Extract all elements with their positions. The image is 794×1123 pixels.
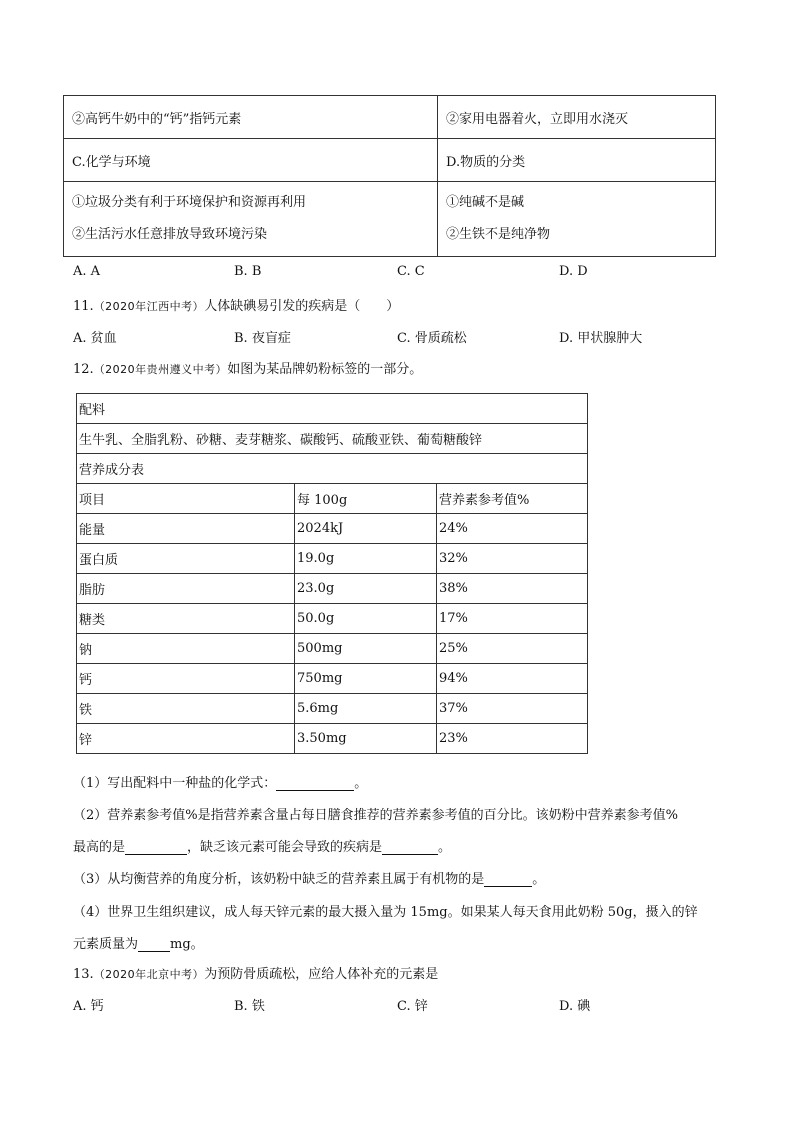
comparison-row [64,182,716,257]
comparison-row [64,139,716,182]
subquestion-text: （3）从均衡营养的角度分析，该奶粉中缺乏的营养素且属于有机物的是 [73,872,485,887]
question-source: （2020年北京中考） [93,968,205,981]
subquestion-text: 。 [532,872,546,887]
subquestion-4-line1: （4）世界卫生组织建议，成人每天锌元素的最大摄入量为 15mg。如果某人每天食用此奶粉 50g，摄入的锌 [73,905,698,920]
table-row [77,574,588,604]
subquestion-1 [73,772,367,791]
comparison-cell: ②家用电器着火，立即用水浇灭 [438,96,716,139]
table-cell: 750mg [295,664,437,694]
option-c[interactable]: C. 骨质疏松 [397,331,467,346]
table-cell: 37% [437,694,588,724]
question-12 [73,358,422,377]
comparison-cell [64,182,438,257]
table-row [77,604,588,634]
question-source: （2020年江西中考） [93,300,205,313]
table-row [77,394,588,424]
question-number: 12. [73,362,94,377]
table-row [77,544,588,574]
question-stem: 人体缺碘易引发的疾病是（ ） [204,299,400,314]
cell-line: ②生铁不是纯净物 [446,227,551,242]
subquestion-text: mg。 [170,937,204,952]
comparison-cell: C.化学与环境 [64,139,438,182]
table-cell: 5.6mg [295,694,437,724]
nutrition-title: 营养成分表 [77,454,588,484]
q13-options [73,995,723,1015]
table-cell: 铁 [77,694,295,724]
question-13 [73,963,438,982]
question-stem: 如图为某品牌奶粉标签的一部分。 [227,362,423,377]
option-d[interactable]: D. D [559,264,588,279]
subquestion-3 [73,868,545,887]
table-cell: 蛋白质 [77,544,295,574]
table-cell: 17% [437,604,588,634]
ingredients-title: 配料 [77,394,588,424]
table-cell: 2024kJ [295,514,437,544]
table-row [77,424,588,454]
subquestion-4-line2 [73,933,204,952]
table-cell: 500mg [295,634,437,664]
option-b[interactable]: B. 夜盲症 [234,331,291,346]
cell-line: ②生活污水任意排放导致环境污染 [72,227,268,242]
option-a[interactable]: A. 钙 [73,999,104,1014]
nutrition-label-table [76,393,588,754]
table-cell: 25% [437,634,588,664]
column-header: 项目 [77,484,295,514]
table-row [77,454,588,484]
table-row [77,724,588,754]
option-d[interactable]: D. 碘 [559,999,591,1014]
table-cell: 94% [437,664,588,694]
table-cell: 23% [437,724,588,754]
option-d[interactable]: D. 甲状腺肿大 [559,331,643,346]
table-row [77,694,588,724]
question-source: （2020年贵州遵义中考） [93,363,228,376]
table-cell: 能量 [77,514,295,544]
q10-options [73,264,723,284]
option-b[interactable]: B. B [234,264,262,279]
table-cell: 钠 [77,634,295,664]
subquestion-text: （1）写出配料中一种盐的化学式： [73,776,277,791]
table-cell: 锌 [77,724,295,754]
question-stem: 为预防骨质疏松，应给人体补充的元素是 [204,967,439,982]
table-cell: 钙 [77,664,295,694]
table-cell: 23.0g [295,574,437,604]
table-header-row [77,484,588,514]
column-header: 营养素参考值% [437,484,588,514]
table-row [77,634,588,664]
subquestion-text: 元素质量为 [73,937,139,952]
ingredients-list: 生牛乳、全脂乳粉、砂糖、麦芽糖浆、碳酸钙、硫酸亚铁、葡萄糖酸锌 [77,424,588,454]
table-cell: 脂肪 [77,574,295,604]
cell-line: ①垃圾分类有利于环境保护和资源再利用 [72,195,307,210]
table-cell: 3.50mg [295,724,437,754]
question-number: 13. [73,967,94,982]
subquestion-2-line2 [73,836,451,855]
answer-blank[interactable] [125,840,187,855]
table-cell: 32% [437,544,588,574]
answer-blank[interactable] [138,937,170,952]
table-row [77,514,588,544]
cell-line: ①纯碱不是碱 [446,195,525,210]
table-cell: 38% [437,574,588,604]
subquestion-2-line1: （2）营养素参考值%是指营养素含量占每日膳食推荐的营养素参考值的百分比。该奶粉中营养素参考值% [73,808,678,823]
answer-blank[interactable] [484,872,532,887]
comparison-row [64,96,716,139]
question-number: 11. [73,299,94,314]
comparison-cell: ②高钙牛奶中的“钙”指钙元素 [64,96,438,139]
subquestion-text: 。 [354,776,368,791]
option-b[interactable]: B. 铁 [234,999,265,1014]
question-11 [73,295,399,314]
q11-options [73,327,723,347]
option-a[interactable]: A. 贫血 [73,331,117,346]
option-c[interactable]: C. C [397,264,425,279]
option-c[interactable]: C. 锌 [397,999,428,1014]
comparison-table [63,95,716,257]
table-cell: 19.0g [295,544,437,574]
column-header: 每 100g [295,484,437,514]
table-cell: 糖类 [77,604,295,634]
table-cell: 50.0g [295,604,437,634]
comparison-cell: D.物质的分类 [438,139,716,182]
answer-blank[interactable] [276,776,354,791]
table-row [77,664,588,694]
option-a[interactable]: A. A [73,264,101,279]
subquestion-text: 最高的是 [73,840,126,855]
subquestion-text: 。 [438,840,452,855]
subquestion-text: ，缺乏该元素可能会导致的疾病是 [187,840,383,855]
comparison-cell [438,182,716,257]
answer-blank[interactable] [382,840,438,855]
table-cell: 24% [437,514,588,544]
